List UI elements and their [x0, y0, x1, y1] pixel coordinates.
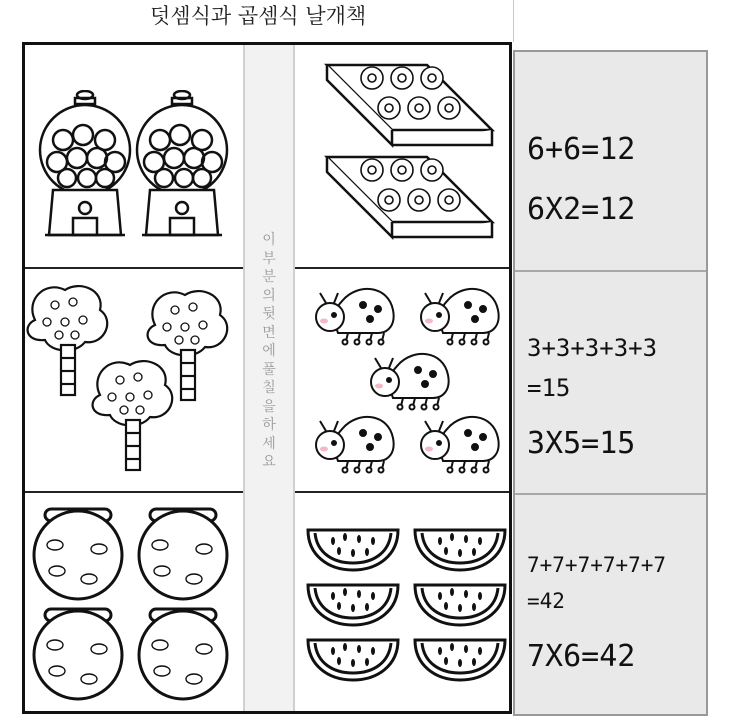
fold-text-char: 을: [262, 398, 276, 415]
worksheet-title: 덧셈식과 곱셈식 날개책: [150, 4, 367, 28]
answer-column: [513, 50, 708, 716]
apple-trees-icon: [25, 280, 240, 480]
fold-instruction: [245, 231, 293, 472]
addition-equation: 3+3+3+3+3: [527, 334, 658, 362]
addition-result: =42: [527, 589, 565, 613]
multiplication-equation: 3X5=15: [527, 426, 636, 461]
answer-cell-3: [515, 495, 706, 714]
fold-strip: [243, 45, 295, 711]
fold-text-char: 분: [262, 269, 276, 285]
fold-text-char: 하: [262, 417, 276, 433]
fold-text-char: 칠: [262, 380, 276, 396]
fold-text-char: 부: [262, 250, 276, 267]
addition-equation: 7+7+7+7+7+7: [527, 553, 667, 577]
donut-trays-icon: [317, 60, 497, 240]
fold-text-char: 에: [262, 343, 276, 359]
answer-cell-1: [515, 52, 706, 270]
answer-cell-2: [515, 270, 706, 495]
fold-text-char: 요: [262, 454, 276, 470]
watermelon-slices-icon: [303, 525, 513, 710]
fishbowls-icon: [27, 507, 242, 712]
fold-text-char: 이: [262, 232, 276, 248]
fold-text-char: 면: [262, 324, 276, 341]
fold-text-char: 세: [262, 435, 276, 452]
fold-text-char: 의: [262, 287, 276, 304]
addition-equation: 6+6=12: [527, 132, 636, 167]
gumball-machines-icon: [35, 90, 235, 240]
multiplication-equation: 6X2=12: [527, 192, 636, 227]
multiplication-equation: 7X6=42: [527, 639, 636, 674]
addition-result: =15: [527, 374, 571, 402]
fold-text-char: 풀: [262, 361, 276, 378]
fold-text-char: 뒷: [262, 306, 276, 322]
ladybugs-icon: [308, 285, 508, 485]
worksheet-grid: [22, 42, 512, 714]
